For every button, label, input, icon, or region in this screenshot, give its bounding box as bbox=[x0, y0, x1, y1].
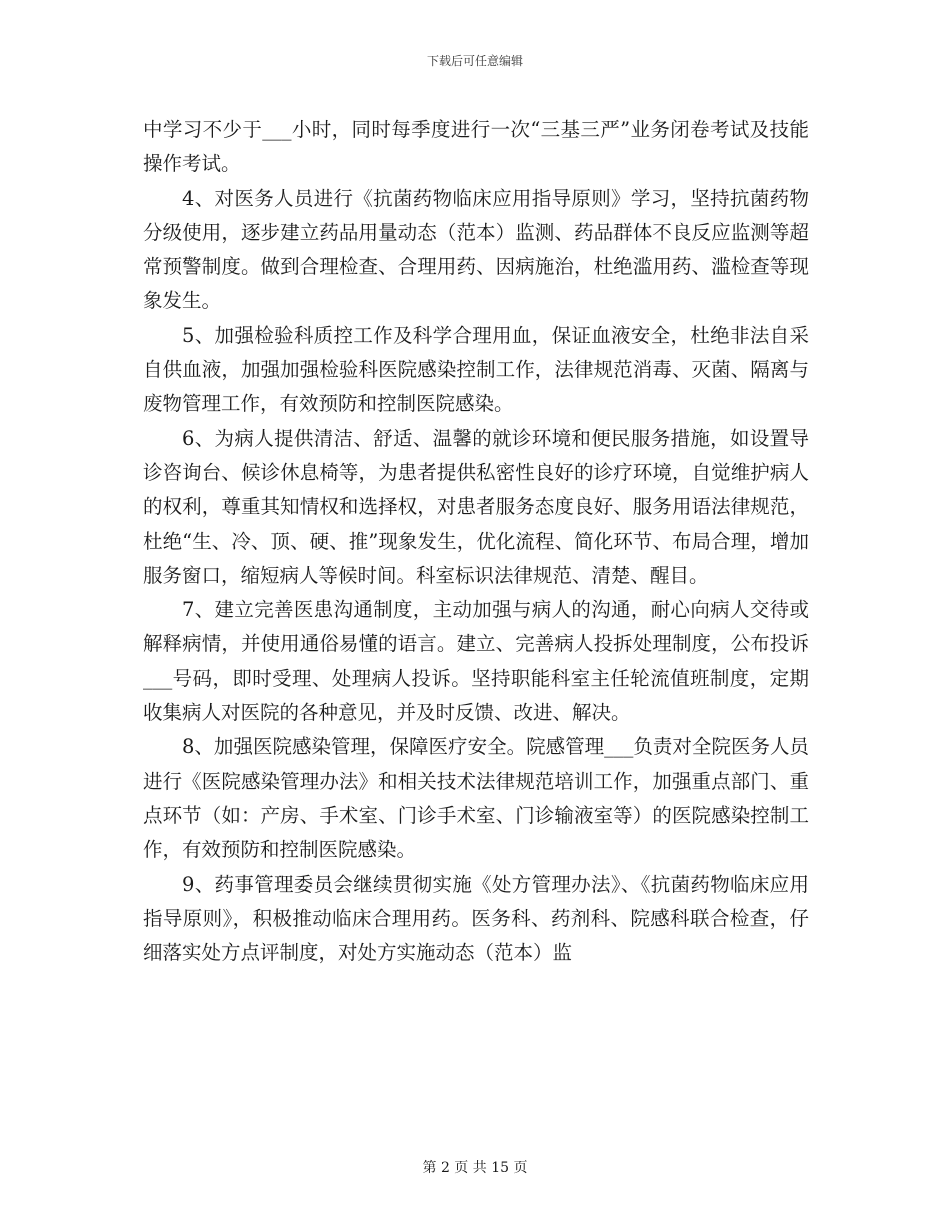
page-header-note: 下载后可任意编辑 bbox=[426, 54, 523, 68]
paragraph-continuation: 中学习不少于___小时，同时每季度进行一次“三基三严”业务闭卷考试及技能操作考试。 bbox=[143, 118, 809, 176]
paragraph-item-8: 8、加强医院感染管理，保障医疗安全。院感管理___负责对全院医务人员进行《医院感染管理办法》和相关技术法律规范培训工作，加强重点部门、重点环节（如：产房、手术室、门诊手术室、门诊输液室等）的医院感染控制工作，有效预防和控制医院感染。 bbox=[143, 735, 809, 862]
page-number: 第 2 页 共 15 页 bbox=[422, 1160, 528, 1176]
paragraph-item-7: 7、建立完善医患沟通制度，主动加强与病人的沟通，耐心向病人交待或解释病情，并使用通俗易懂的语言。建立、完善病人投拆处理制度，公布投诉___号码，即时受理、处理病人投诉。坚持职能科室主任轮流值班制度，定期收集病人对医院的各种意见，并及时反馈、改进、解决。 bbox=[143, 598, 809, 725]
document-body bbox=[143, 113, 809, 970]
paragraph-item-9: 9、药事管理委员会继续贯彻实施《处方管理办法》、《抗菌药物临床应用指导原则》，积极推动临床合理用药。医务科、药剂科、院感科联合检查，仔细落实处方点评制度，对处方实施动态（范本）监 bbox=[143, 872, 809, 965]
paragraph-item-6: 6、为病人提供清洁、舒适、温馨的就诊环境和便民服务措施，如设置导诊咨询台、候诊休息椅等，为患者提供私密性良好的诊疗环境，自觉维护病人的权利，尊重其知情权和选择权，对患者服务态度良好、服务用语法律规范，杜绝“生、冷、顶、硬、推”现象发生，优化流程、简化环节、布局合理，增加服务窗口，缩短病人等候时间。科室标识法律规范、清楚、醒目。 bbox=[143, 426, 809, 587]
paragraph-item-4: 4、对医务人员进行《抗菌药物临床应用指导原则》学习，坚持抗菌药物分级使用，逐步建立药品用量动态（范本）监测、药品群体不良反应监测等超常预警制度。做到合理检查、合理用药、因病施治，杜绝滥用药、滥检查等现象发生。 bbox=[143, 186, 809, 313]
paragraph-item-5: 5、加强检验科质控工作及科学合理用血，保证血液安全，杜绝非法自采自供血液，加强加强检验科医院感染控制工作，法律规范消毒、灭菌、隔离与废物管理工作，有效预防和控制医院感染。 bbox=[143, 323, 809, 416]
